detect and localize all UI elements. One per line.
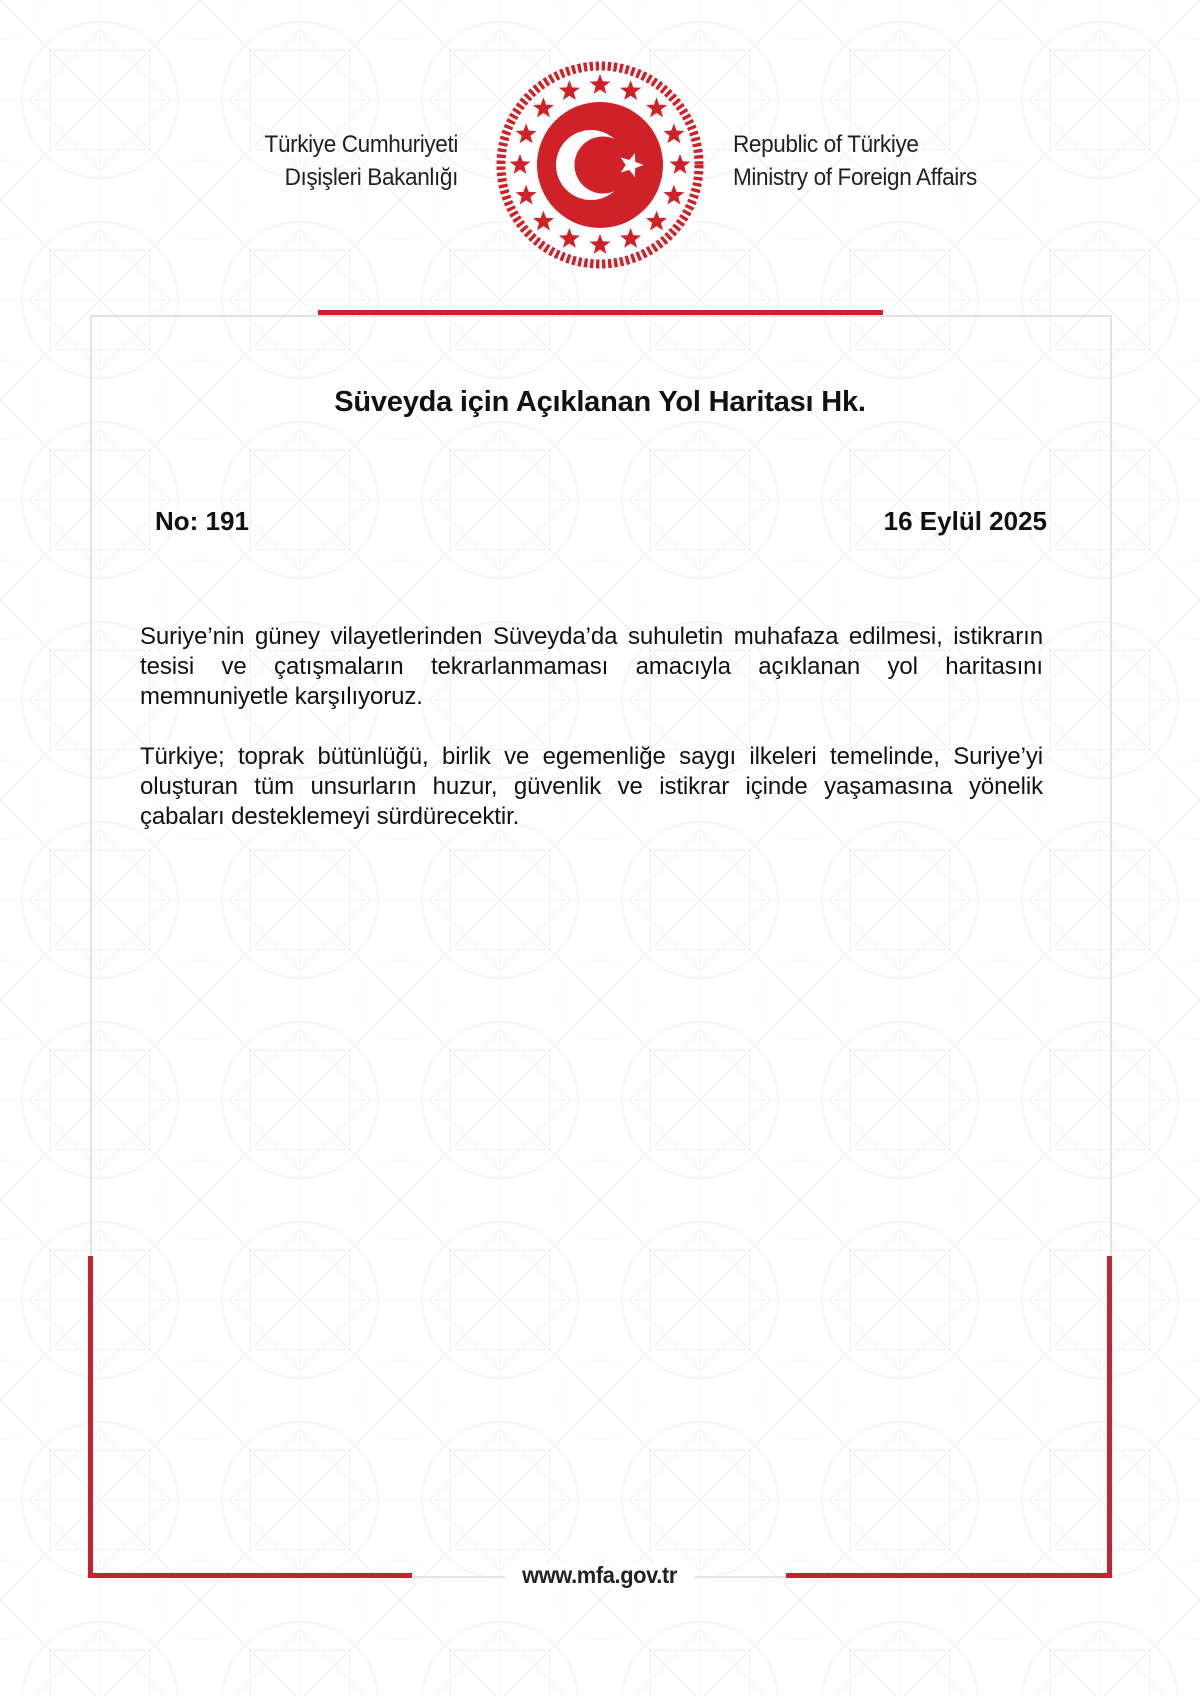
ministry-name-tr-line1: Türkiye Cumhuriyeti bbox=[264, 131, 458, 158]
press-release-body bbox=[140, 622, 1043, 862]
ministry-name-en-line1: Republic of Türkiye bbox=[733, 131, 919, 158]
header-right-text bbox=[733, 128, 1015, 194]
document-frame bbox=[90, 315, 1112, 1578]
press-release-date: 16 Eylül 2025 bbox=[883, 506, 1047, 536]
ministry-name-tr-line2: Dışişleri Bakanlığı bbox=[284, 164, 458, 191]
footer bbox=[0, 1562, 1200, 1589]
ministry-name-en-line2: Ministry of Foreign Affairs bbox=[733, 164, 977, 191]
body-paragraph-1: Suriye’nin güney vilayetlerinden Süveyda’da suhuletin muhafaza edilmesi, istikrarın tesisi ve çatışmaların tekrarlanmaması amacıyla açıklanan yol haritasını memnuniyetle karşılıyoruz. bbox=[140, 623, 1043, 710]
turkiye-mfa-emblem-icon bbox=[495, 60, 705, 270]
footer-website-text: www.mfa.gov.tr bbox=[505, 1562, 694, 1589]
bottom-right-bracket-vertical bbox=[1107, 1256, 1112, 1578]
meta-row bbox=[140, 506, 1047, 540]
body-paragraph-2: Türkiye; toprak bütünlüğü, birlik ve egemenliğe saygı ilkeleri temelinde, Suriye’yi oluşturan tüm unsurların huzur, güvenlik ve istikrar içinde yaşamasına yönelik çabaları desteklemeyi sürdürecektir. bbox=[140, 743, 1043, 830]
bottom-left-bracket-vertical bbox=[88, 1256, 93, 1578]
header-left-text bbox=[244, 128, 458, 194]
press-release-number: No: 191 bbox=[155, 506, 249, 536]
press-release-title: Süveyda için Açıklanan Yol Haritası Hk. bbox=[334, 386, 866, 418]
